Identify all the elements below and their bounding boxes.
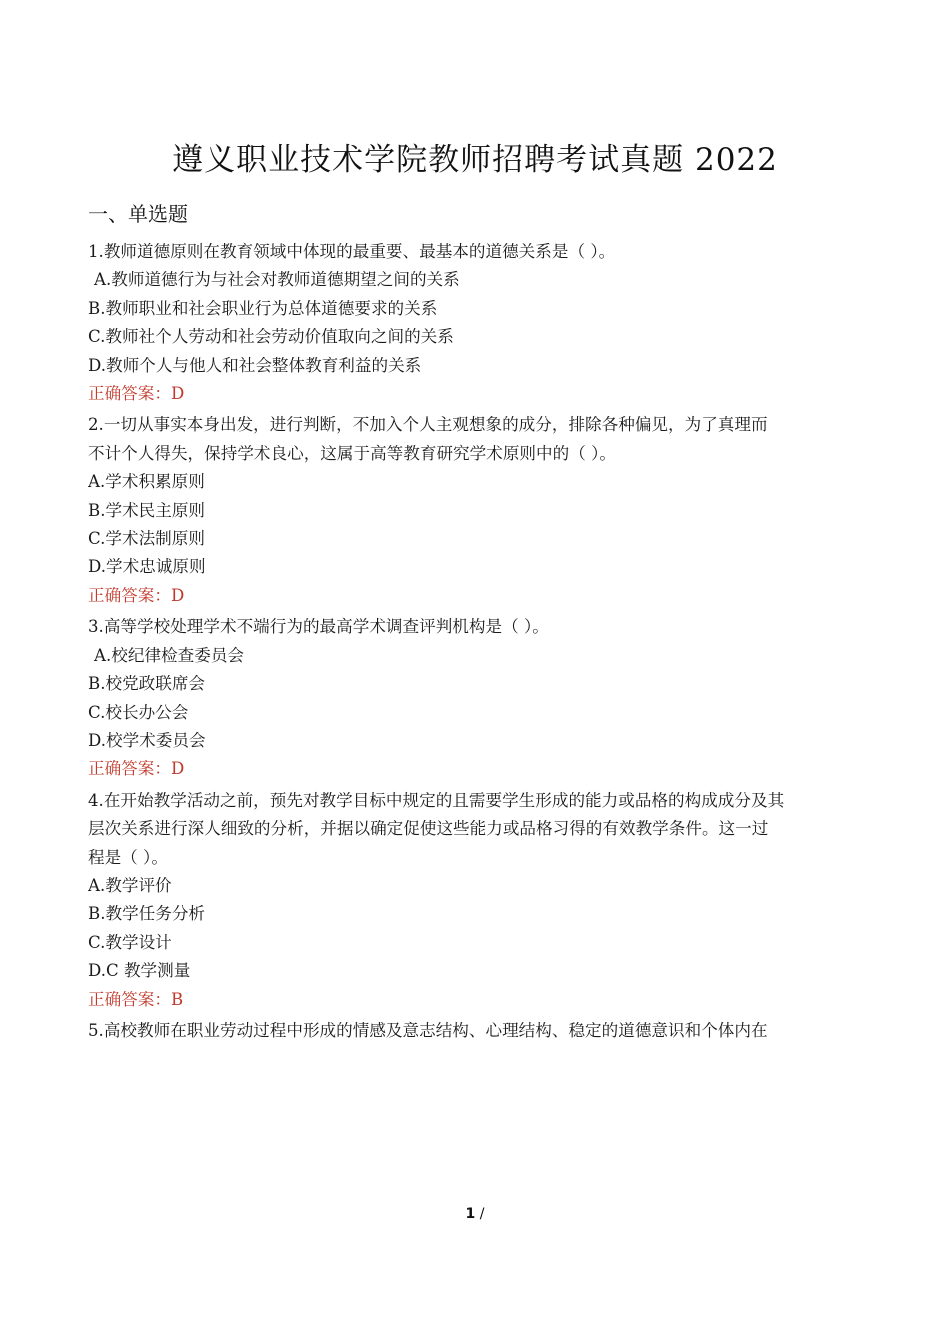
document-title: 遵义职业技术学院教师招聘考试真题 2022 <box>172 142 778 178</box>
question-text-continued: 程是（ ）。 <box>88 847 168 867</box>
option-d: D.学术忠诚原则 <box>88 557 206 577</box>
question-text-continued: 不计个人得失，保持学术良心，这属于高等教育研究学术原则中的（ ）。 <box>88 443 616 463</box>
question-block <box>88 1017 868 1045</box>
question-text: 5.高校教师在职业劳动过程中形成的情感及意志结构、心理结构、稳定的道德意识和个体内在 <box>88 1020 768 1040</box>
option-b: B.校党政联席会 <box>88 674 206 694</box>
question-block <box>88 411 868 610</box>
question-text: 1.教师道德原则在教育领域中体现的最重要、最基本的道德关系是（ ）。 <box>88 242 616 261</box>
option-a: A.教学评价 <box>88 875 172 895</box>
option-a: A.教师道德行为与社会对教师道德期望之间的关系 <box>94 270 460 290</box>
question-text: 2.一切从事实本身出发，进行判断，不加入个人主观想象的成分，排除各种偏见，为了真理而 <box>88 415 768 435</box>
section-heading: 一、单选题 <box>88 202 188 226</box>
option-b: B.学术民主原则 <box>88 500 206 520</box>
correct-answer: 正确答案：D <box>88 759 185 779</box>
option-a: A.学术积累原则 <box>88 472 205 492</box>
correct-answer: 正确答案：B <box>88 989 184 1009</box>
question-block <box>88 613 868 783</box>
option-c: C.教学设计 <box>88 932 172 952</box>
option-b: B.教学任务分析 <box>88 904 206 924</box>
question-text: 4.在开始教学活动之前，预先对教学目标中规定的且需要学生形成的能力或品格的构成成分及其 <box>88 790 785 810</box>
option-d: D.C 教学测量 <box>88 961 191 981</box>
question-list <box>88 238 868 1045</box>
question-block <box>88 238 868 408</box>
option-c: C.校长办公会 <box>88 702 189 722</box>
page-separator: / <box>479 1206 485 1222</box>
option-b: B.教师职业和社会职业行为总体道德要求的关系 <box>88 298 438 318</box>
option-d: D.校学术委员会 <box>88 730 206 750</box>
question-block <box>88 787 868 1014</box>
page-number: 1 <box>465 1206 476 1222</box>
option-c: C.学术法制原则 <box>88 529 205 549</box>
question-text-continued: 层次关系进行深人细致的分析，并据以确定促使这些能力或品格习得的有效教学条件。这一过 <box>88 819 769 839</box>
correct-answer: 正确答案：D <box>88 384 185 404</box>
question-text: 3.高等学校处理学术不端行为的最高学术调查评判机构是（ ）。 <box>88 617 549 637</box>
option-c: C.教师社个人劳动和社会劳动价值取向之间的关系 <box>88 327 454 347</box>
page-footer <box>0 1202 950 1226</box>
option-a: A.校纪律检查委员会 <box>94 645 245 665</box>
option-d: D.教师个人与他人和社会整体教育利益的关系 <box>88 355 422 375</box>
correct-answer: 正确答案：D <box>88 585 185 605</box>
